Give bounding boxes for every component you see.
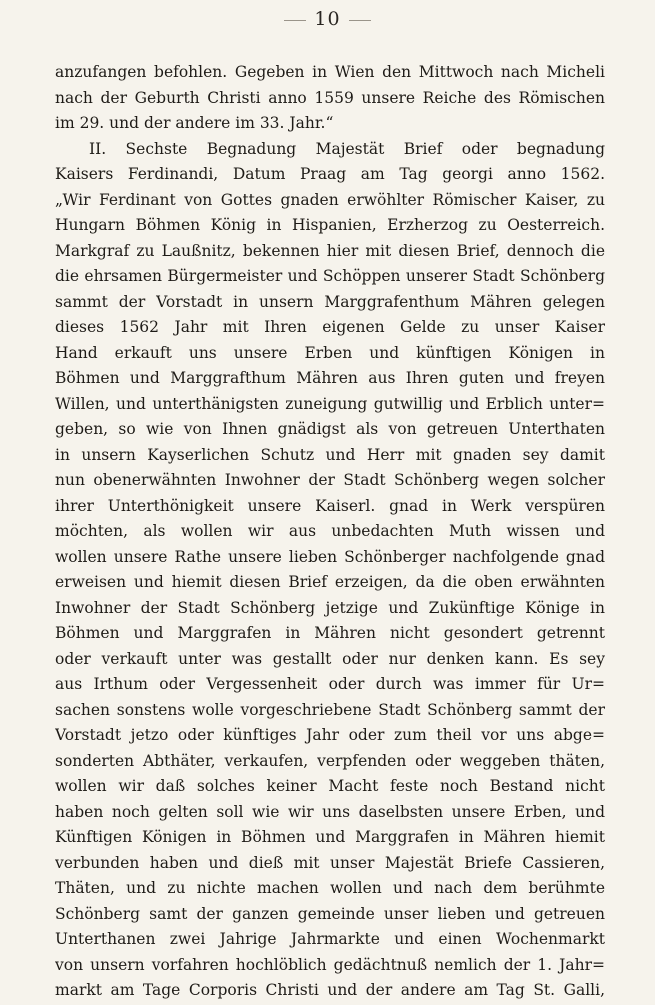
text-line: in unsern Kayserlichen Schutz und Herr mit gnaden sey damit <box>55 445 605 464</box>
text-line: sammt der Vorstadt in unsern Marggrafenthum Mähren gelegen <box>55 292 605 311</box>
text-line: Schönberg samt der ganzen gemeinde unser lieben und getreuen <box>55 904 605 923</box>
text-line: geben, so wie von Ihnen gnädigst als von getreuen Unterthaten <box>55 420 605 438</box>
page-number: 10 <box>0 8 655 30</box>
text-line: Markgraf zu Laußnitz, bekennen hier mit diesen Brief, dennoch die <box>55 241 605 260</box>
text-line: anzufangen befohlen. Gegeben in Wien den Mittwoch nach Micheli <box>55 63 605 81</box>
text-line: nach der Geburth Christi anno 1559 unsere Reiche des Römischen <box>55 88 605 107</box>
text-line: nun obenerwähnten Inwohner der Stadt Schönberg wegen solcher <box>55 471 605 489</box>
text-line: Inwohner der Stadt Schönberg jetzige und Zukünftige Könige in <box>55 598 605 617</box>
text-line: aus Irthum oder Vergessenheit oder durch was immer für Ur= <box>55 675 605 693</box>
text-line: von unsern vorfahren hochlöblich gedächtnuß nemlich der 1. Jahr= <box>55 955 605 974</box>
text-line: Willen, und unterthänigsten zuneigung gutwillig und Erblich unter= <box>55 394 605 413</box>
text-line: ihrer Unterthönigkeit unsere Kaiserl. gnad in Werk verspüren <box>55 496 605 515</box>
text-line: wollen unsere Rathe unsere lieben Schönberger nachfolgende gnad <box>55 547 605 566</box>
text-body <box>55 60 605 1004</box>
text-line: Hand erkauft uns unsere Erben und künftigen Königen in <box>55 343 605 362</box>
text-line: dieses 1562 Jahr mit Ihren eigenen Gelde zu unser Kaiser <box>55 318 605 336</box>
text-line: im 29. und der andere im 33. Jahr.“ <box>55 114 334 132</box>
text-line: sonderten Abthäter, verkaufen, verpfenden oder weggeben thäten, <box>55 751 605 770</box>
text-line: markt am Tage Corporis Christi und der andere am Tag St. Galli, <box>55 981 605 999</box>
text-line: wollen wir daß solches keiner Macht feste noch Bestand nicht <box>55 777 605 795</box>
text-line: Böhmen und Marggrafen in Mähren nicht gesondert getrennt <box>55 624 605 642</box>
text-line: erweisen und hiemit diesen Brief erzeigen, da die oben erwähnten <box>55 573 605 591</box>
text-line: „Wir Ferdinant von Gottes gnaden erwöhlter Römischer Kaiser, zu <box>55 190 605 209</box>
text-line: verbunden haben und dieß mit unser Majestät Briefe Cassieren, <box>55 853 605 872</box>
text-line: Vorstadt jetzo oder künftiges Jahr oder zum theil vor uns abge= <box>55 726 605 744</box>
text-line: Unterthanen zwei Jahrige Jahrmarkte und einen Wochenmarkt <box>55 930 605 948</box>
text-line: haben noch gelten soll wie wir uns daselbsten unsere Erben, und <box>55 802 605 821</box>
text-line: oder verkauft unter was gestallt oder nur denken kann. Es sey <box>55 649 605 668</box>
text-line: Thäten, und zu nichte machen wollen und nach dem berühmte <box>55 879 605 897</box>
text-line: Böhmen und Marggrafthum Mähren aus Ihren guten und freyen <box>55 369 605 387</box>
text-line: sachen sonstens wolle vorgeschriebene Stadt Schönberg sammt der <box>55 700 605 719</box>
section-heading-line: II. Sechste Begnadung Majestät Brief oder begnadung <box>89 139 605 158</box>
text-line: Hungarn Böhmen König in Hispanien, Erzherzog zu Oesterreich. <box>55 216 605 234</box>
text-line: Künftigen Königen in Böhmen und Marggrafen in Mähren hiemit <box>55 828 605 846</box>
text-line: die ehrsamen Bürgermeister und Schöppen unserer Stadt Schönberg <box>55 267 605 285</box>
text-line: möchten, als wollen wir aus unbedachten Muth wissen und <box>55 522 605 540</box>
text-line: Kaisers Ferdinandi, Datum Praag am Tag georgi anno 1562. <box>55 165 605 183</box>
